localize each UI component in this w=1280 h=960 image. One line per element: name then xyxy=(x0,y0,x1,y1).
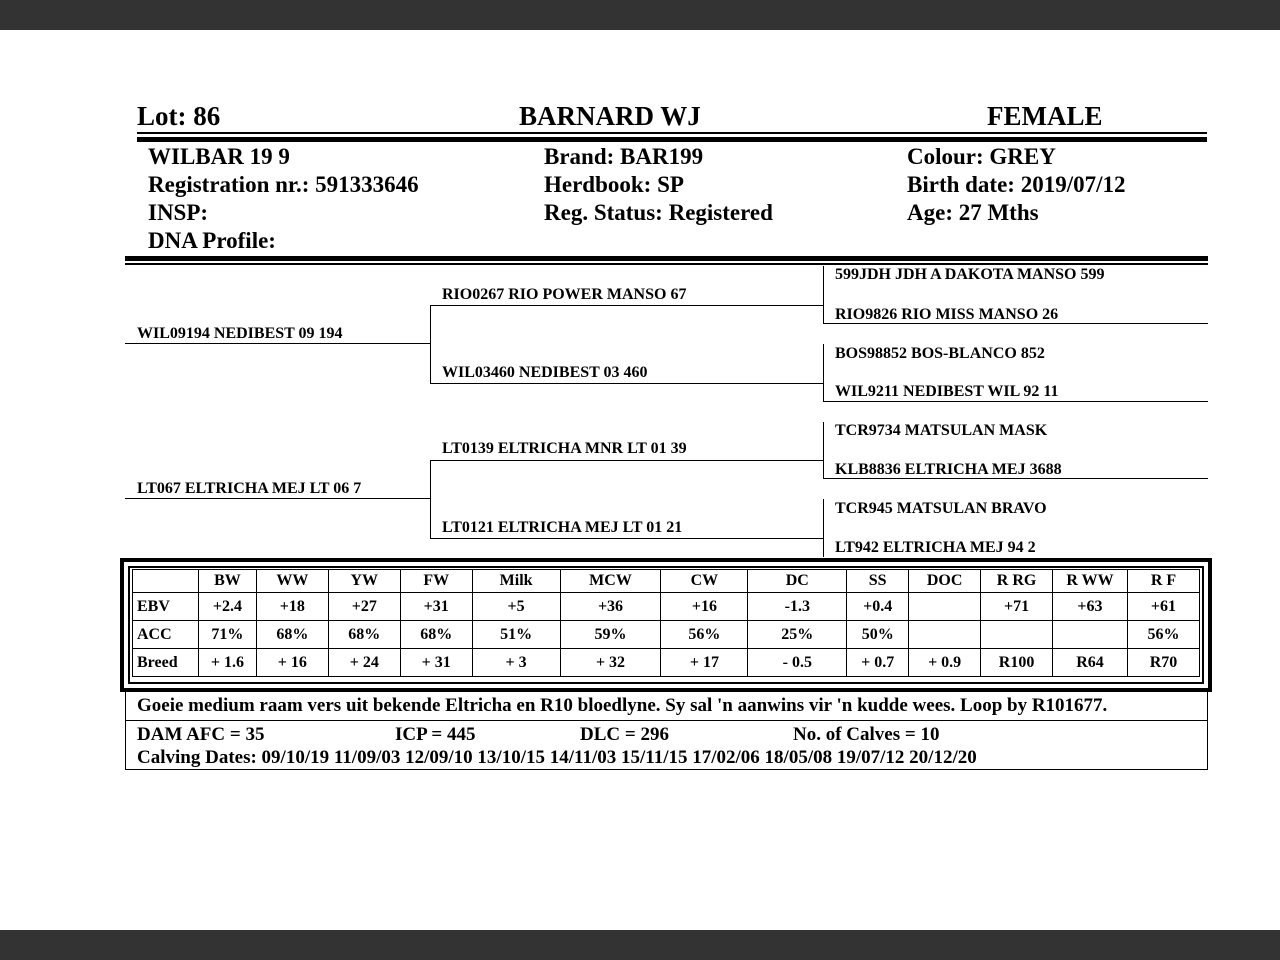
ebv-row xyxy=(133,593,1200,621)
acc-cell: 25% xyxy=(748,621,847,649)
pedigree-gg-2: RIO9826 RIO MISS MANSO 26 xyxy=(835,306,1059,323)
acc-row-label: ACC xyxy=(133,621,199,649)
dna-profile-label: DNA Profile: xyxy=(148,228,276,253)
header-divider-thick xyxy=(137,137,1207,142)
acc-row xyxy=(133,621,1200,649)
pedigree-sire-dam: WIL03460 NEDIBEST 03 460 xyxy=(442,364,648,381)
ebv-header-cell: Milk xyxy=(472,570,560,593)
registration-status: Reg. Status: Registered xyxy=(544,200,773,225)
pedigree-gg-4: WIL9211 NEDIBEST WIL 92 11 xyxy=(835,383,1059,400)
ebv-cell: +31 xyxy=(400,593,472,621)
breed-row xyxy=(133,649,1200,677)
breed-cell: R100 xyxy=(981,649,1053,677)
breed-row-label: Breed xyxy=(133,649,199,677)
acc-cell xyxy=(981,621,1053,649)
gg-line-6 xyxy=(823,478,1208,479)
info-divider-thin xyxy=(125,263,1208,265)
acc-cell xyxy=(909,621,981,649)
ebv-table xyxy=(132,569,1200,677)
acc-cell: 50% xyxy=(847,621,909,649)
ebv-cell: +27 xyxy=(328,593,400,621)
ebv-cell: +71 xyxy=(981,593,1053,621)
pedigree-sire: WIL09194 NEDIBEST 09 194 xyxy=(137,325,343,342)
acc-cell: 59% xyxy=(560,621,661,649)
pedigree-dam-sire: LT0139 ELTRICHA MNR LT 01 39 xyxy=(442,440,687,457)
sire-dam-line xyxy=(430,383,823,384)
breed-cell: + 32 xyxy=(560,649,661,677)
age: Age: 27 Mths xyxy=(907,200,1039,225)
breed-cell: R70 xyxy=(1127,649,1199,677)
breed-cell: + 0.9 xyxy=(909,649,981,677)
ebv-header-cell: WW xyxy=(256,570,328,593)
pedigree-gg-7: TCR945 MATSULAN BRAVO xyxy=(835,500,1047,517)
acc-cell: 56% xyxy=(1127,621,1199,649)
pedigree-dam: LT067 ELTRICHA MEJ LT 06 7 xyxy=(137,480,362,497)
ebv-header-cell: R RG xyxy=(981,570,1053,593)
gg-line-2 xyxy=(823,323,1208,324)
sire-bracket xyxy=(430,305,431,383)
herdbook: Herdbook: SP xyxy=(544,172,684,197)
sire-line xyxy=(125,343,430,344)
acc-cell: 68% xyxy=(328,621,400,649)
ebv-header-cell xyxy=(133,570,199,593)
ebv-row-label: EBV xyxy=(133,593,199,621)
animal-name: WILBAR 19 9 xyxy=(148,144,290,169)
ebv-header-cell: YW xyxy=(328,570,400,593)
breed-cell: + 31 xyxy=(400,649,472,677)
breed-cell: + 3 xyxy=(472,649,560,677)
ebv-header-cell: R F xyxy=(1127,570,1199,593)
ebv-header-cell: SS xyxy=(847,570,909,593)
insp-label: INSP: xyxy=(148,200,209,225)
acc-cell: 56% xyxy=(661,621,748,649)
acc-cell: 51% xyxy=(472,621,560,649)
breed-cell: - 0.5 xyxy=(748,649,847,677)
ebv-cell: -1.3 xyxy=(748,593,847,621)
breed-cell: R64 xyxy=(1053,649,1128,677)
ebv-cell: +63 xyxy=(1053,593,1128,621)
brand: Brand: BAR199 xyxy=(544,144,704,169)
remarks-divider xyxy=(125,720,1208,721)
remarks-comment: Goeie medium raam vers uit bekende Eltricha en R10 bloedlyne. Sy sal 'n aanwins vir 'n kudde wees. Loop by R101677. xyxy=(137,695,1108,716)
gg-bracket-1 xyxy=(823,266,824,323)
dam-line xyxy=(125,498,430,499)
ebv-header-cell: DOC xyxy=(909,570,981,593)
top-dark-bar xyxy=(0,0,1280,30)
lot-number: Lot: 86 xyxy=(137,101,221,131)
breed-cell: + 16 xyxy=(256,649,328,677)
ebv-header-cell: MCW xyxy=(560,570,661,593)
pedigree-gg-8: LT942 ELTRICHA MEJ 94 2 xyxy=(835,539,1036,556)
breed-cell: + 24 xyxy=(328,649,400,677)
birth-date: Birth date: 2019/07/12 xyxy=(907,172,1126,197)
colour: Colour: GREY xyxy=(907,144,1056,169)
ebv-cell: +5 xyxy=(472,593,560,621)
gg-bracket-4 xyxy=(823,499,824,557)
ebv-cell: +2.4 xyxy=(198,593,256,621)
ebv-header-cell: R WW xyxy=(1053,570,1128,593)
ebv-cell xyxy=(909,593,981,621)
dlc: DLC = 296 xyxy=(580,724,669,745)
ebv-header-row xyxy=(133,570,1200,593)
acc-cell xyxy=(1053,621,1128,649)
info-divider-thick xyxy=(125,256,1208,261)
dam-dam-line xyxy=(430,538,823,539)
ebv-header-cell: DC xyxy=(748,570,847,593)
gg-bracket-3 xyxy=(823,422,824,479)
pedigree-gg-5: TCR9734 MATSULAN MASK xyxy=(835,422,1048,439)
ebv-cell: +36 xyxy=(560,593,661,621)
header-divider-thin xyxy=(137,132,1207,134)
dam-afc: DAM AFC = 35 xyxy=(137,724,265,745)
pedigree-sire-sire: RIO0267 RIO POWER MANSO 67 xyxy=(442,286,687,303)
dam-bracket xyxy=(430,460,431,538)
pedigree-gg-3: BOS98852 BOS-BLANCO 852 xyxy=(835,345,1045,362)
breed-cell: + 0.7 xyxy=(847,649,909,677)
pedigree-gg-1: 599JDH JDH A DAKOTA MANSO 599 xyxy=(835,266,1105,283)
pedigree-gg-6: KLB8836 ELTRICHA MEJ 3688 xyxy=(835,461,1062,478)
gg-line-4 xyxy=(823,401,1208,402)
breeder-name: BARNARD WJ xyxy=(519,101,701,131)
ebv-cell: +16 xyxy=(661,593,748,621)
sex-label: FEMALE xyxy=(987,101,1103,131)
dam-sire-line xyxy=(430,460,823,461)
pedigree-dam-dam: LT0121 ELTRICHA MEJ LT 01 21 xyxy=(442,519,683,536)
ebv-header-cell: BW xyxy=(198,570,256,593)
acc-cell: 68% xyxy=(256,621,328,649)
bottom-dark-bar xyxy=(0,930,1280,960)
number-of-calves: No. of Calves = 10 xyxy=(793,724,940,745)
ebv-cell: +18 xyxy=(256,593,328,621)
breed-cell: + 17 xyxy=(661,649,748,677)
calving-dates: Calving Dates: 09/10/19 11/09/03 12/09/10 13/10/15 14/11/03 15/11/15 17/02/06 18/05/08 19/07/12 20/12/20 xyxy=(137,747,977,768)
ebv-header-cell: CW xyxy=(661,570,748,593)
acc-cell: 68% xyxy=(400,621,472,649)
ebv-cell: +61 xyxy=(1127,593,1199,621)
acc-cell: 71% xyxy=(198,621,256,649)
ebv-cell: +0.4 xyxy=(847,593,909,621)
icp: ICP = 445 xyxy=(395,724,476,745)
sire-sire-line xyxy=(430,305,823,306)
ebv-header-cell: FW xyxy=(400,570,472,593)
registration-number: Registration nr.: 591333646 xyxy=(148,172,419,197)
breed-cell: + 1.6 xyxy=(198,649,256,677)
gg-bracket-2 xyxy=(823,344,824,402)
